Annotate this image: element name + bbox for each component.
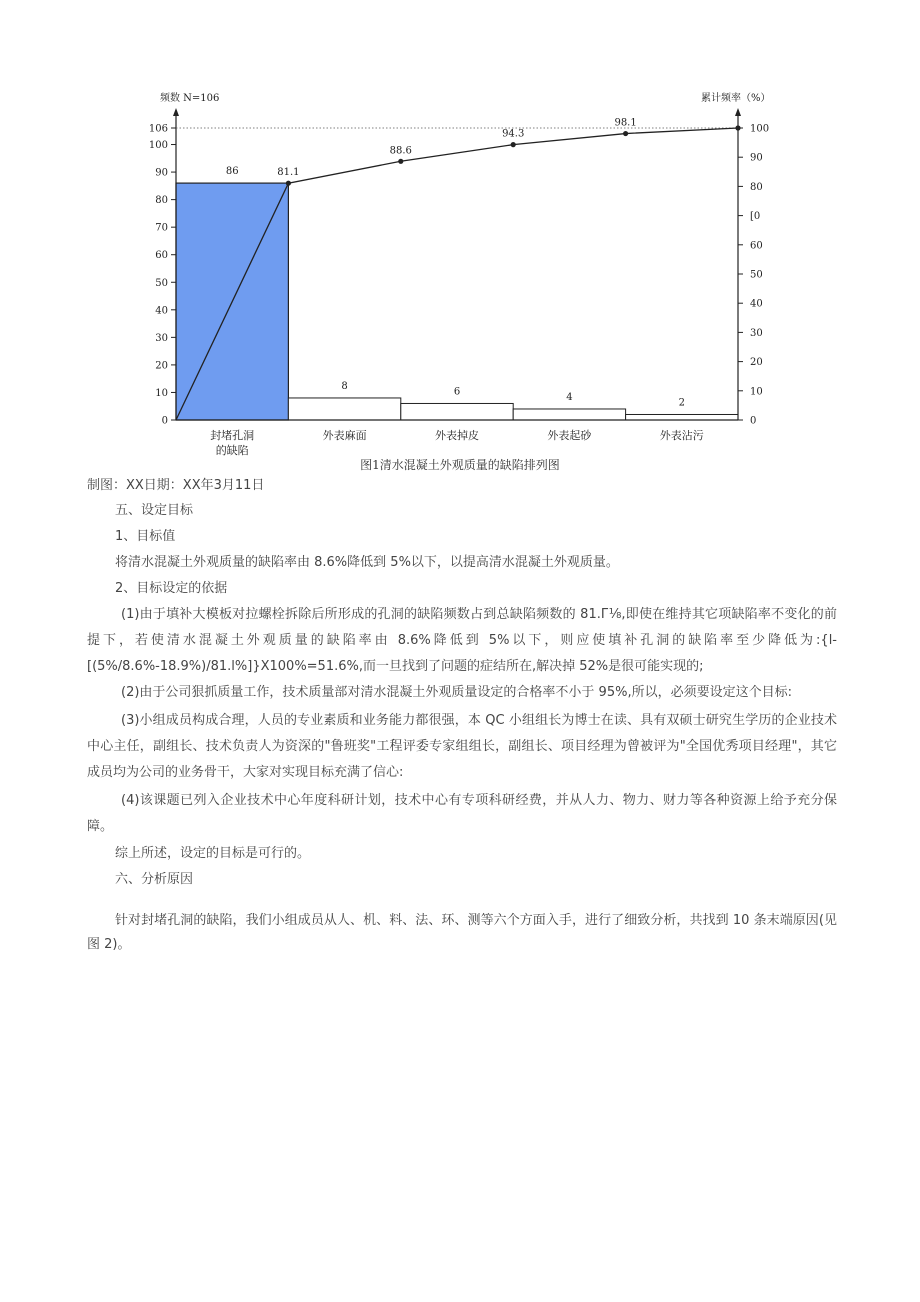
category-label-2: 外表麻面 xyxy=(322,429,367,442)
right-tick-label-40: 40 xyxy=(750,298,763,310)
left-tick-label-50: 50 xyxy=(155,277,168,289)
right-tick-label-60: 60 xyxy=(750,240,763,252)
target-value-text: 将清水混凝土外观质量的缺陷率由 8.6%降低到 5%以下，以提高清水混凝土外观质量。 xyxy=(115,555,619,570)
paragraph-basis-4: (4)该课题已列入企业技术中心年度科研计划，技术中心有专项科研经费，并从人力、物力、财力等各种资源上给予充分保障。 xyxy=(87,793,837,834)
cumulative-point-2 xyxy=(398,159,403,164)
subheading-target-basis: 2、目标设定的依据 xyxy=(115,581,228,596)
left-axis-label: 频数 N=106 xyxy=(160,93,220,104)
left-tick-label-20: 20 xyxy=(155,360,168,372)
section-heading-6: 六、分析原因 xyxy=(115,872,194,887)
subheading-target-value: 1、目标值 xyxy=(115,529,176,544)
right-tick-label-0: 0 xyxy=(750,415,757,427)
bar-4 xyxy=(513,409,625,420)
pareto-chart xyxy=(0,0,920,460)
cumulative-point-1 xyxy=(286,181,291,186)
cumulative-point-3 xyxy=(511,142,516,147)
right-tick-label-50: 50 xyxy=(750,269,763,281)
right-tick-label-20: 20 xyxy=(750,357,763,369)
paragraph-basis-2: (2)由于公司狠抓质量工作，技术质量部对清水混凝土外观质量设定的合格率不小于 95%,所以，必须要设定这个目标: xyxy=(121,685,792,700)
right-axis-arrow xyxy=(735,108,741,116)
paragraph-basis-3: (3)小组成员构成合理，人员的专业素质和业务能力都很强，本 QC 小组组长为博士在读、具有双硕士研究生学历的企业技术中心主任，副组长、技术负责人为资深的"鲁班奖"工程评委专家组组长，副组长、项目经理为曾被评为"全国优秀项目经理"，其它成员均为公司的业务骨干，大家对实现目标充满了信心: xyxy=(87,713,837,780)
bar-value-label-3: 6 xyxy=(453,386,461,398)
category-label-4: 外表起砂 xyxy=(547,429,592,442)
left-tick-label-60: 60 xyxy=(155,250,168,262)
right-tick-label-30: 30 xyxy=(750,327,763,339)
paragraph-basis-1: (1)由于填补大模板对拉螺栓拆除后所形成的孔洞的缺陷频数占到总缺陷频数的 81.Г⅛,即使在维持其它项缺陷率不变化的前提下，若使清水混凝土外观质量的缺陷率由 8.6%降低到 5%以下，则应使填补孔洞的缺陷率至少降低为:{l-[(5%/8.6%-18.9%)/81.l%]}X100%=51.6%,而一旦找到了问题的症结所在,解决掉 52%是很可能实现的; xyxy=(87,607,837,674)
cumulative-label-1: 81.1 xyxy=(277,167,300,179)
paragraph-analysis: 针对封堵孔洞的缺陷，我们小组成员从人、机、料、法、环、测等六个方面入手，进行了细致分析，共找到 10 条末端原因(见图 2)。 xyxy=(87,913,837,952)
category-label-1-line1: 封堵孔洞 xyxy=(210,429,255,442)
left-tick-label-10: 10 xyxy=(155,387,168,399)
category-label-5: 外表沾污 xyxy=(659,429,704,442)
bar-3 xyxy=(401,403,513,420)
chart-caption: 图1清水混凝土外观质量的缺陷排列图 xyxy=(360,458,560,472)
cumulative-label-2: 88.6 xyxy=(389,145,412,157)
left-tick-label-80: 80 xyxy=(155,195,168,207)
left-tick-label-100: 100 xyxy=(148,140,168,152)
right-tick-label-10: 10 xyxy=(750,386,763,398)
cumulative-point-4 xyxy=(623,131,628,136)
right-tick-label-80: 80 xyxy=(750,181,763,193)
cumulative-point-5 xyxy=(735,125,740,130)
maker-line: 制图：XX日期：XX年3月11日 xyxy=(87,478,265,493)
category-label-3: 外表掉皮 xyxy=(435,429,479,442)
right-tick-label-70: [0 xyxy=(750,211,761,223)
bar-2 xyxy=(288,398,400,420)
cumulative-label-4: 98.1 xyxy=(614,117,637,129)
bar-value-label-5: 2 xyxy=(678,397,685,409)
section-heading-5: 五、设定目标 xyxy=(115,503,194,518)
conclusion-text: 综上所述，设定的目标是可行的。 xyxy=(115,846,311,861)
cumulative-label-3: 94.3 xyxy=(502,128,525,140)
right-tick-label-90: 90 xyxy=(750,152,763,164)
left-tick-label-106: 106 xyxy=(148,123,168,135)
category-label-1-line2: 的缺陷 xyxy=(215,444,249,457)
left-tick-label-70: 70 xyxy=(155,222,168,234)
bar-5 xyxy=(626,414,738,420)
right-axis-label: 累计频率（%） xyxy=(701,93,771,104)
bar-value-label-1: 86 xyxy=(225,166,239,178)
right-tick-label-100: 100 xyxy=(750,123,770,135)
left-tick-label-30: 30 xyxy=(155,332,168,344)
left-axis-arrow xyxy=(173,108,179,116)
bar-value-label-4: 4 xyxy=(566,391,573,403)
left-tick-label-40: 40 xyxy=(155,305,168,317)
left-tick-label-90: 90 xyxy=(155,167,168,179)
bar-value-label-2: 8 xyxy=(341,380,348,392)
left-tick-label-0: 0 xyxy=(161,415,168,427)
